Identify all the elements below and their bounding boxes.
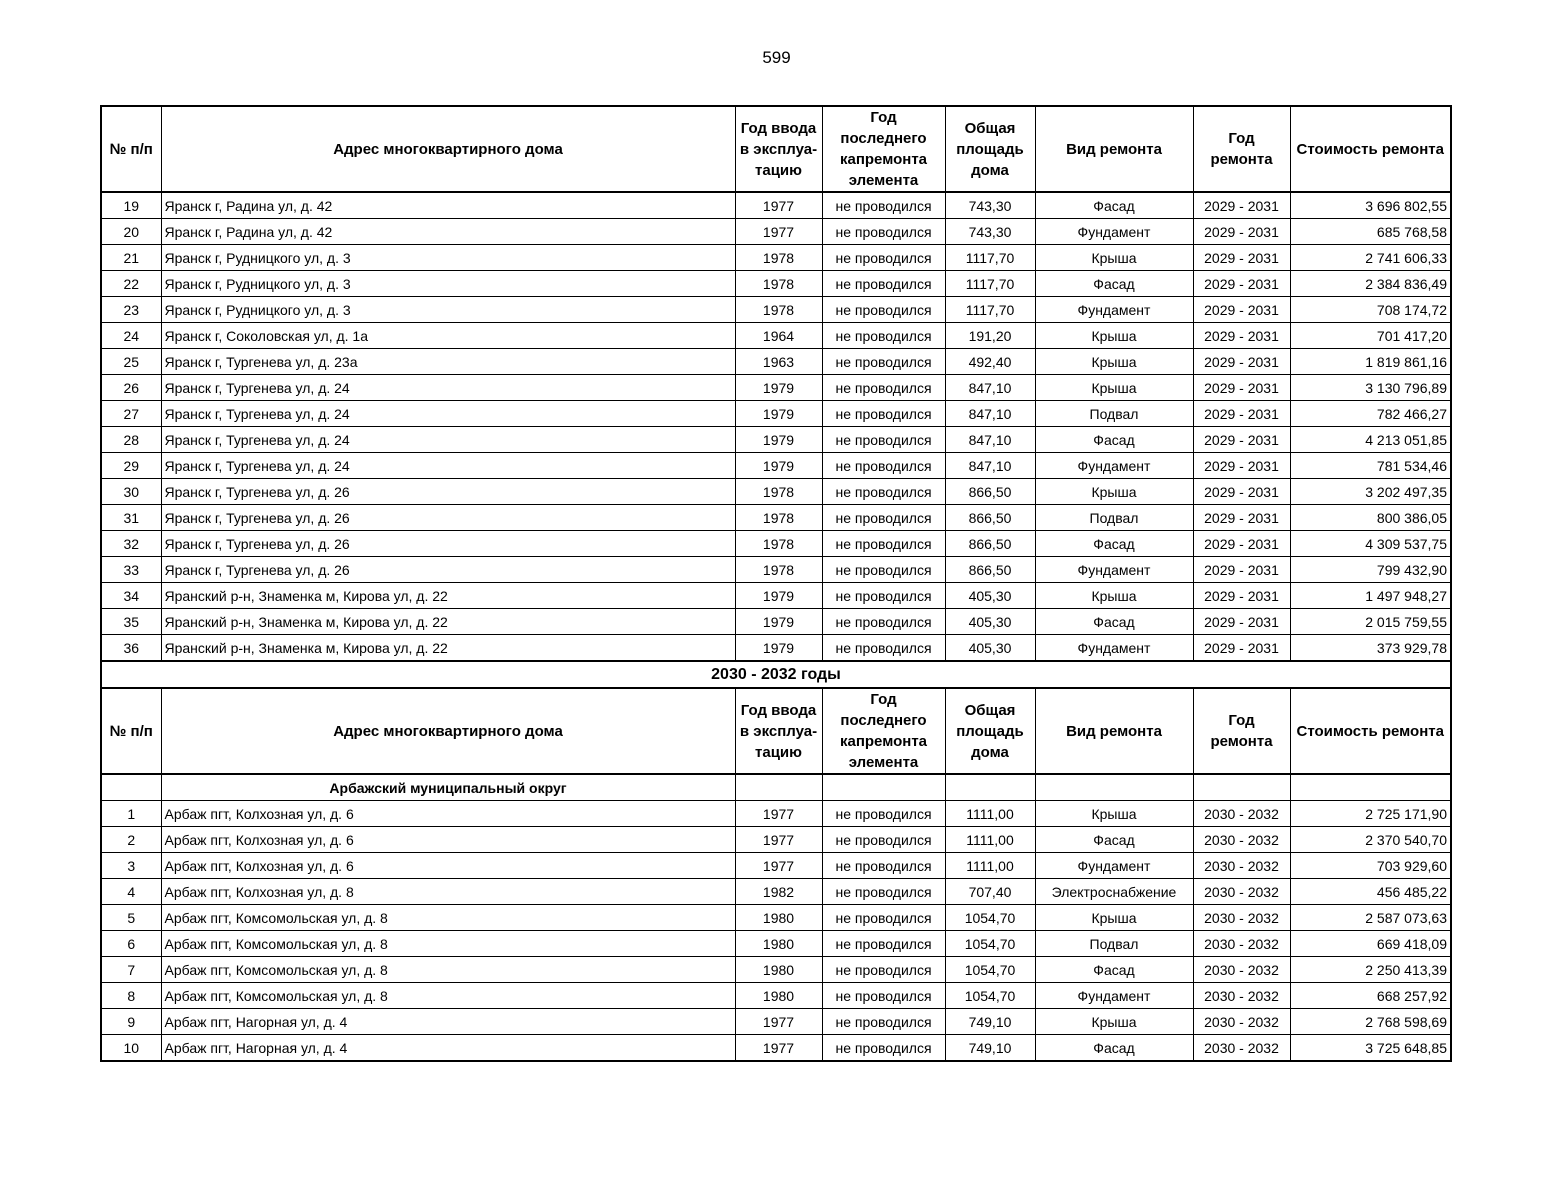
cell-area: 749,10 bbox=[945, 1009, 1035, 1035]
cell-repair-year: 2029 - 2031 bbox=[1193, 323, 1290, 349]
cell-cost: 373 929,78 bbox=[1290, 635, 1451, 662]
cell-year-built: 1977 bbox=[735, 1035, 822, 1062]
cell-num: 25 bbox=[101, 349, 161, 375]
cell-repair-type: Подвал bbox=[1035, 401, 1193, 427]
header-num: № п/п bbox=[101, 688, 161, 774]
cell-cost: 2 768 598,69 bbox=[1290, 1009, 1451, 1035]
cell-address: Арбаж пгт, Колхозная ул, д. 8 bbox=[161, 879, 735, 905]
district-empty-cell bbox=[822, 774, 945, 801]
cell-area: 1117,70 bbox=[945, 297, 1035, 323]
cell-year-built: 1977 bbox=[735, 192, 822, 219]
cell-repair-year: 2029 - 2031 bbox=[1193, 349, 1290, 375]
cell-area: 743,30 bbox=[945, 192, 1035, 219]
cell-address: Яранск г, Тургенева ул, д. 24 bbox=[161, 375, 735, 401]
cell-year-built: 1980 bbox=[735, 931, 822, 957]
cell-cost: 782 466,27 bbox=[1290, 401, 1451, 427]
header-address: Адрес многоквартирного дома bbox=[161, 106, 735, 192]
header-address: Адрес многоквартирного дома bbox=[161, 688, 735, 774]
cell-repair-type: Крыша bbox=[1035, 349, 1193, 375]
cell-cost: 2 741 606,33 bbox=[1290, 245, 1451, 271]
cell-last-repair: не проводился bbox=[822, 635, 945, 662]
cell-num: 30 bbox=[101, 479, 161, 505]
cell-address: Яранск г, Рудницкого ул, д. 3 bbox=[161, 297, 735, 323]
cell-year-built: 1978 bbox=[735, 297, 822, 323]
cell-cost: 781 534,46 bbox=[1290, 453, 1451, 479]
district-empty-cell bbox=[1035, 774, 1193, 801]
cell-year-built: 1979 bbox=[735, 635, 822, 662]
table-row bbox=[101, 271, 1451, 297]
cell-year-built: 1977 bbox=[735, 827, 822, 853]
cell-repair-type: Фасад bbox=[1035, 271, 1193, 297]
cell-area: 1117,70 bbox=[945, 271, 1035, 297]
cell-address: Арбаж пгт, Нагорная ул, д. 4 bbox=[161, 1035, 735, 1062]
cell-year-built: 1980 bbox=[735, 905, 822, 931]
cell-repair-year: 2029 - 2031 bbox=[1193, 557, 1290, 583]
cell-area: 743,30 bbox=[945, 219, 1035, 245]
table-row bbox=[101, 479, 1451, 505]
cell-repair-type: Крыша bbox=[1035, 375, 1193, 401]
cell-repair-year: 2029 - 2031 bbox=[1193, 531, 1290, 557]
cell-last-repair: не проводился bbox=[822, 349, 945, 375]
cell-repair-year: 2030 - 2032 bbox=[1193, 879, 1290, 905]
cell-repair-type: Фасад bbox=[1035, 1035, 1193, 1062]
table-row bbox=[101, 323, 1451, 349]
cell-num: 22 bbox=[101, 271, 161, 297]
cell-repair-type: Крыша bbox=[1035, 905, 1193, 931]
cell-repair-year: 2029 - 2031 bbox=[1193, 583, 1290, 609]
cell-address: Яранск г, Рудницкого ул, д. 3 bbox=[161, 245, 735, 271]
cell-address: Яранск г, Тургенева ул, д. 26 bbox=[161, 479, 735, 505]
cell-repair-year: 2030 - 2032 bbox=[1193, 931, 1290, 957]
table-row bbox=[101, 983, 1451, 1009]
cell-repair-type: Фундамент bbox=[1035, 983, 1193, 1009]
header-last-repair: Год последнего капремонта элемента bbox=[822, 688, 945, 774]
district-empty-cell bbox=[735, 774, 822, 801]
cell-repair-year: 2029 - 2031 bbox=[1193, 635, 1290, 662]
cell-num: 19 bbox=[101, 192, 161, 219]
period-title: 2030 - 2032 годы bbox=[101, 661, 1451, 688]
cell-last-repair: не проводился bbox=[822, 297, 945, 323]
table-row bbox=[101, 827, 1451, 853]
table-row bbox=[101, 531, 1451, 557]
cell-year-built: 1978 bbox=[735, 479, 822, 505]
cell-address: Яранск г, Тургенева ул, д. 26 bbox=[161, 531, 735, 557]
cell-year-built: 1979 bbox=[735, 583, 822, 609]
cell-repair-type: Фасад bbox=[1035, 192, 1193, 219]
table-row bbox=[101, 219, 1451, 245]
cell-address: Яранск г, Рудницкого ул, д. 3 bbox=[161, 271, 735, 297]
header-row bbox=[101, 688, 1451, 774]
cell-num: 28 bbox=[101, 427, 161, 453]
cell-num: 8 bbox=[101, 983, 161, 1009]
cell-year-built: 1977 bbox=[735, 219, 822, 245]
cell-cost: 2 384 836,49 bbox=[1290, 271, 1451, 297]
cell-last-repair: не проводился bbox=[822, 931, 945, 957]
cell-address: Яранск г, Тургенева ул, д. 26 bbox=[161, 557, 735, 583]
cell-repair-type: Фундамент bbox=[1035, 853, 1193, 879]
cell-repair-year: 2030 - 2032 bbox=[1193, 1009, 1290, 1035]
cell-address: Арбаж пгт, Комсомольская ул, д. 8 bbox=[161, 931, 735, 957]
cell-last-repair: не проводился bbox=[822, 1009, 945, 1035]
cell-year-built: 1982 bbox=[735, 879, 822, 905]
cell-cost: 3 696 802,55 bbox=[1290, 192, 1451, 219]
district-empty-cell bbox=[1290, 774, 1451, 801]
cell-num: 10 bbox=[101, 1035, 161, 1062]
cell-repair-year: 2030 - 2032 bbox=[1193, 827, 1290, 853]
table-row bbox=[101, 609, 1451, 635]
cell-area: 847,10 bbox=[945, 401, 1035, 427]
cell-repair-year: 2029 - 2031 bbox=[1193, 505, 1290, 531]
header-last-repair: Год последнего капремонта элемента bbox=[822, 106, 945, 192]
cell-cost: 3 725 648,85 bbox=[1290, 1035, 1451, 1062]
table-row bbox=[101, 245, 1451, 271]
cell-address: Яранский р-н, Знаменка м, Кирова ул, д. 22 bbox=[161, 609, 735, 635]
cell-address: Яранск г, Тургенева ул, д. 26 bbox=[161, 505, 735, 531]
cell-cost: 708 174,72 bbox=[1290, 297, 1451, 323]
header-cost: Стоимость ремонта bbox=[1290, 106, 1451, 192]
cell-last-repair: не проводился bbox=[822, 1035, 945, 1062]
table-row bbox=[101, 1009, 1451, 1035]
cell-area: 1054,70 bbox=[945, 957, 1035, 983]
header-year-built: Год ввода в эксплуа-тацию bbox=[735, 106, 822, 192]
table-row bbox=[101, 1035, 1451, 1062]
cell-cost: 799 432,90 bbox=[1290, 557, 1451, 583]
cell-num: 26 bbox=[101, 375, 161, 401]
table-row bbox=[101, 853, 1451, 879]
table-row bbox=[101, 879, 1451, 905]
cell-repair-year: 2029 - 2031 bbox=[1193, 427, 1290, 453]
cell-last-repair: не проводился bbox=[822, 453, 945, 479]
cell-num: 29 bbox=[101, 453, 161, 479]
cell-address: Яранский р-н, Знаменка м, Кирова ул, д. 22 bbox=[161, 583, 735, 609]
cell-num: 24 bbox=[101, 323, 161, 349]
cell-num: 20 bbox=[101, 219, 161, 245]
cell-cost: 456 485,22 bbox=[1290, 879, 1451, 905]
cell-area: 1054,70 bbox=[945, 931, 1035, 957]
period-row bbox=[101, 661, 1451, 688]
cell-address: Яранск г, Радина ул, д. 42 bbox=[161, 192, 735, 219]
cell-address: Яранск г, Тургенева ул, д. 24 bbox=[161, 453, 735, 479]
cell-cost: 703 929,60 bbox=[1290, 853, 1451, 879]
cell-cost: 800 386,05 bbox=[1290, 505, 1451, 531]
cell-repair-type: Фасад bbox=[1035, 957, 1193, 983]
cell-num: 2 bbox=[101, 827, 161, 853]
cell-area: 866,50 bbox=[945, 557, 1035, 583]
cell-year-built: 1977 bbox=[735, 1009, 822, 1035]
cell-num: 36 bbox=[101, 635, 161, 662]
cell-year-built: 1980 bbox=[735, 983, 822, 1009]
cell-num: 5 bbox=[101, 905, 161, 931]
cell-cost: 3 202 497,35 bbox=[1290, 479, 1451, 505]
cell-area: 191,20 bbox=[945, 323, 1035, 349]
district-empty-cell bbox=[1193, 774, 1290, 801]
cell-repair-type: Фасад bbox=[1035, 827, 1193, 853]
cell-cost: 2 725 171,90 bbox=[1290, 801, 1451, 827]
table-row bbox=[101, 453, 1451, 479]
cell-repair-year: 2030 - 2032 bbox=[1193, 957, 1290, 983]
table-row bbox=[101, 375, 1451, 401]
cell-year-built: 1964 bbox=[735, 323, 822, 349]
table-row bbox=[101, 905, 1451, 931]
cell-num: 34 bbox=[101, 583, 161, 609]
cell-num: 33 bbox=[101, 557, 161, 583]
cell-address: Яранский р-н, Знаменка м, Кирова ул, д. 22 bbox=[161, 635, 735, 662]
header-num: № п/п bbox=[101, 106, 161, 192]
cell-last-repair: не проводился bbox=[822, 609, 945, 635]
district-name: Арбажский муниципальный округ bbox=[161, 774, 735, 801]
cell-address: Арбаж пгт, Колхозная ул, д. 6 bbox=[161, 801, 735, 827]
cell-address: Яранск г, Соколовская ул, д. 1а bbox=[161, 323, 735, 349]
cell-repair-type: Крыша bbox=[1035, 323, 1193, 349]
cell-last-repair: не проводился bbox=[822, 323, 945, 349]
cell-repair-type: Электроснабжение bbox=[1035, 879, 1193, 905]
cell-repair-type: Крыша bbox=[1035, 245, 1193, 271]
cell-area: 749,10 bbox=[945, 1035, 1035, 1062]
cell-address: Арбаж пгт, Колхозная ул, д. 6 bbox=[161, 853, 735, 879]
header-repair-year: Год ремонта bbox=[1193, 688, 1290, 774]
cell-year-built: 1979 bbox=[735, 401, 822, 427]
cell-repair-type: Подвал bbox=[1035, 931, 1193, 957]
cell-area: 866,50 bbox=[945, 505, 1035, 531]
district-empty-cell bbox=[101, 774, 161, 801]
cell-area: 847,10 bbox=[945, 375, 1035, 401]
table-row bbox=[101, 931, 1451, 957]
cell-area: 405,30 bbox=[945, 609, 1035, 635]
cell-last-repair: не проводился bbox=[822, 531, 945, 557]
cell-num: 27 bbox=[101, 401, 161, 427]
cell-cost: 4 213 051,85 bbox=[1290, 427, 1451, 453]
cell-year-built: 1978 bbox=[735, 505, 822, 531]
cell-repair-type: Фасад bbox=[1035, 427, 1193, 453]
table-row bbox=[101, 801, 1451, 827]
cell-last-repair: не проводился bbox=[822, 505, 945, 531]
header-year-built: Год ввода в эксплуа-тацию bbox=[735, 688, 822, 774]
cell-num: 32 bbox=[101, 531, 161, 557]
header-repair-type: Вид ремонта bbox=[1035, 106, 1193, 192]
cell-year-built: 1963 bbox=[735, 349, 822, 375]
cell-cost: 3 130 796,89 bbox=[1290, 375, 1451, 401]
cell-address: Яранск г, Тургенева ул, д. 23а bbox=[161, 349, 735, 375]
cell-area: 492,40 bbox=[945, 349, 1035, 375]
cell-repair-year: 2029 - 2031 bbox=[1193, 271, 1290, 297]
cell-last-repair: не проводился bbox=[822, 853, 945, 879]
table-row bbox=[101, 505, 1451, 531]
table-row bbox=[101, 635, 1451, 662]
cell-num: 4 bbox=[101, 879, 161, 905]
cell-last-repair: не проводился bbox=[822, 557, 945, 583]
cell-num: 31 bbox=[101, 505, 161, 531]
cell-repair-year: 2029 - 2031 bbox=[1193, 479, 1290, 505]
table-row bbox=[101, 583, 1451, 609]
header-repair-type: Вид ремонта bbox=[1035, 688, 1193, 774]
cell-year-built: 1978 bbox=[735, 531, 822, 557]
cell-area: 707,40 bbox=[945, 879, 1035, 905]
cell-area: 866,50 bbox=[945, 531, 1035, 557]
cell-repair-type: Фундамент bbox=[1035, 219, 1193, 245]
cell-area: 847,10 bbox=[945, 427, 1035, 453]
cell-area: 1111,00 bbox=[945, 827, 1035, 853]
cell-year-built: 1979 bbox=[735, 427, 822, 453]
cell-year-built: 1978 bbox=[735, 245, 822, 271]
district-row bbox=[101, 774, 1451, 801]
cell-area: 1111,00 bbox=[945, 853, 1035, 879]
cell-last-repair: не проводился bbox=[822, 827, 945, 853]
cell-address: Яранск г, Радина ул, д. 42 bbox=[161, 219, 735, 245]
cell-repair-year: 2029 - 2031 bbox=[1193, 219, 1290, 245]
cell-repair-year: 2029 - 2031 bbox=[1193, 401, 1290, 427]
table-row bbox=[101, 297, 1451, 323]
cell-area: 847,10 bbox=[945, 453, 1035, 479]
cell-cost: 1 819 861,16 bbox=[1290, 349, 1451, 375]
cell-last-repair: не проводился bbox=[822, 219, 945, 245]
cell-address: Арбаж пгт, Комсомольская ул, д. 8 bbox=[161, 957, 735, 983]
cell-last-repair: не проводился bbox=[822, 801, 945, 827]
cell-last-repair: не проводился bbox=[822, 905, 945, 931]
table-body bbox=[101, 106, 1451, 1061]
cell-year-built: 1977 bbox=[735, 853, 822, 879]
cell-last-repair: не проводился bbox=[822, 583, 945, 609]
cell-num: 23 bbox=[101, 297, 161, 323]
cell-address: Арбаж пгт, Колхозная ул, д. 6 bbox=[161, 827, 735, 853]
cell-year-built: 1980 bbox=[735, 957, 822, 983]
header-repair-year: Год ремонта bbox=[1193, 106, 1290, 192]
cell-cost: 2 015 759,55 bbox=[1290, 609, 1451, 635]
cell-repair-year: 2030 - 2032 bbox=[1193, 983, 1290, 1009]
cell-repair-year: 2030 - 2032 bbox=[1193, 905, 1290, 931]
cell-cost: 2 370 540,70 bbox=[1290, 827, 1451, 853]
cell-repair-year: 2030 - 2032 bbox=[1193, 801, 1290, 827]
header-area: Общая площадь дома bbox=[945, 688, 1035, 774]
cell-repair-type: Фасад bbox=[1035, 531, 1193, 557]
cell-address: Яранск г, Тургенева ул, д. 24 bbox=[161, 401, 735, 427]
cell-year-built: 1979 bbox=[735, 609, 822, 635]
cell-year-built: 1977 bbox=[735, 801, 822, 827]
cell-repair-type: Фундамент bbox=[1035, 453, 1193, 479]
cell-year-built: 1979 bbox=[735, 375, 822, 401]
cell-repair-year: 2029 - 2031 bbox=[1193, 192, 1290, 219]
cell-repair-type: Крыша bbox=[1035, 801, 1193, 827]
cell-repair-type: Крыша bbox=[1035, 583, 1193, 609]
header-area: Общая площадь дома bbox=[945, 106, 1035, 192]
cell-last-repair: не проводился bbox=[822, 479, 945, 505]
cell-cost: 701 417,20 bbox=[1290, 323, 1451, 349]
cell-cost: 669 418,09 bbox=[1290, 931, 1451, 957]
cell-last-repair: не проводился bbox=[822, 427, 945, 453]
cell-cost: 4 309 537,75 bbox=[1290, 531, 1451, 557]
header-row bbox=[101, 106, 1451, 192]
cell-last-repair: не проводился bbox=[822, 983, 945, 1009]
cell-address: Арбаж пгт, Комсомольская ул, д. 8 bbox=[161, 983, 735, 1009]
cell-area: 405,30 bbox=[945, 583, 1035, 609]
cell-repair-year: 2030 - 2032 bbox=[1193, 1035, 1290, 1062]
table-row bbox=[101, 349, 1451, 375]
cell-repair-type: Фундамент bbox=[1035, 635, 1193, 662]
table-row bbox=[101, 192, 1451, 219]
cell-last-repair: не проводился bbox=[822, 957, 945, 983]
district-empty-cell bbox=[945, 774, 1035, 801]
cell-num: 7 bbox=[101, 957, 161, 983]
cell-last-repair: не проводился bbox=[822, 879, 945, 905]
cell-last-repair: не проводился bbox=[822, 401, 945, 427]
cell-cost: 1 497 948,27 bbox=[1290, 583, 1451, 609]
cell-area: 1117,70 bbox=[945, 245, 1035, 271]
table-row bbox=[101, 557, 1451, 583]
cell-num: 35 bbox=[101, 609, 161, 635]
cell-num: 6 bbox=[101, 931, 161, 957]
cell-last-repair: не проводился bbox=[822, 375, 945, 401]
cell-area: 405,30 bbox=[945, 635, 1035, 662]
cell-cost: 2 250 413,39 bbox=[1290, 957, 1451, 983]
repair-schedule-table bbox=[100, 105, 1452, 1062]
cell-repair-type: Фундамент bbox=[1035, 557, 1193, 583]
cell-year-built: 1979 bbox=[735, 453, 822, 479]
cell-last-repair: не проводился bbox=[822, 271, 945, 297]
table-row bbox=[101, 401, 1451, 427]
cell-repair-year: 2030 - 2032 bbox=[1193, 853, 1290, 879]
cell-area: 866,50 bbox=[945, 479, 1035, 505]
page-number: 599 bbox=[762, 48, 791, 67]
cell-address: Арбаж пгт, Комсомольская ул, д. 8 bbox=[161, 905, 735, 931]
cell-num: 21 bbox=[101, 245, 161, 271]
cell-repair-year: 2029 - 2031 bbox=[1193, 453, 1290, 479]
header-cost: Стоимость ремонта bbox=[1290, 688, 1451, 774]
cell-cost: 2 587 073,63 bbox=[1290, 905, 1451, 931]
cell-area: 1054,70 bbox=[945, 905, 1035, 931]
cell-cost: 668 257,92 bbox=[1290, 983, 1451, 1009]
cell-year-built: 1978 bbox=[735, 271, 822, 297]
cell-num: 1 bbox=[101, 801, 161, 827]
cell-repair-year: 2029 - 2031 bbox=[1193, 375, 1290, 401]
cell-year-built: 1978 bbox=[735, 557, 822, 583]
cell-area: 1111,00 bbox=[945, 801, 1035, 827]
cell-repair-type: Крыша bbox=[1035, 479, 1193, 505]
cell-repair-type: Фундамент bbox=[1035, 297, 1193, 323]
cell-repair-year: 2029 - 2031 bbox=[1193, 245, 1290, 271]
cell-last-repair: не проводился bbox=[822, 192, 945, 219]
cell-repair-type: Крыша bbox=[1035, 1009, 1193, 1035]
cell-repair-year: 2029 - 2031 bbox=[1193, 609, 1290, 635]
cell-area: 1054,70 bbox=[945, 983, 1035, 1009]
cell-repair-type: Фасад bbox=[1035, 609, 1193, 635]
cell-repair-year: 2029 - 2031 bbox=[1193, 297, 1290, 323]
table-row bbox=[101, 957, 1451, 983]
table-row bbox=[101, 427, 1451, 453]
cell-address: Арбаж пгт, Нагорная ул, д. 4 bbox=[161, 1009, 735, 1035]
cell-cost: 685 768,58 bbox=[1290, 219, 1451, 245]
cell-repair-type: Подвал bbox=[1035, 505, 1193, 531]
cell-last-repair: не проводился bbox=[822, 245, 945, 271]
cell-address: Яранск г, Тургенева ул, д. 24 bbox=[161, 427, 735, 453]
cell-num: 3 bbox=[101, 853, 161, 879]
cell-num: 9 bbox=[101, 1009, 161, 1035]
